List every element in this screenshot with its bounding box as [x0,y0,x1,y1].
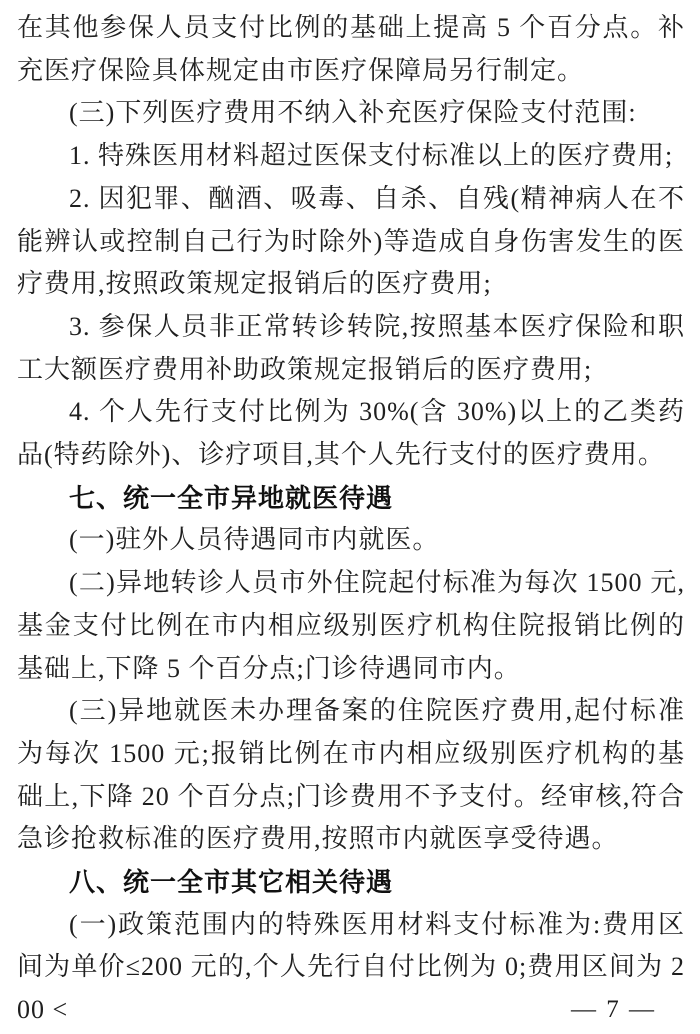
paragraph: (三)异地就医未办理备案的住院医疗费用,起付标准为每次 1500 元;报销比例在市内相应级别医疗机构的基础上,下降 20 个百分点;门诊费用不予支付。经审核,符合急诊抢救标准的医疗费用,按照市内就医享受待遇。 [17,696,685,854]
section-heading: 七、统一全市异地就医待遇 [69,482,394,513]
paragraph: (一)驻外人员待遇同市内就医。 [69,525,440,555]
paragraph: 4. 个人先行支付比例为 30%(含 30%)以上的乙类药品(特药除外)、诊疗项目,其个人先行支付的医疗费用。 [17,397,685,470]
paragraph: 2. 因犯罪、酗酒、吸毒、自杀、自残(精神病人在不能辨认或控制自己行为时除外)等造成自身伤害发生的医疗费用,按照政策规定报销后的医疗费用; [17,183,685,299]
page-number: — 7 — [571,996,656,1023]
paragraph: (三)下列医疗费用不纳入补充医疗保险支付范围: [69,98,637,128]
paragraph: 在其他参保人员支付比例的基础上提高 5 个百分点。补充医疗保险具体规定由市医疗保障局另行制定。 [17,13,685,85]
paragraph: (二)异地转诊人员市外住院起付标准为每次 1500 元,基金支付比例在市内相应级别医疗机构住院报销比例的基础上,下降 5 个百分点;门诊待遇同市内。 [17,568,685,683]
document-content [17,7,685,1032]
section-heading: 八、统一全市其它相关待遇 [69,867,394,898]
paragraph: (一)政策范围内的特殊医用材料支付标准为:费用区间为单价≤200 元的,个人先行自付比例为 0;费用区间为 200 < [17,909,685,1025]
paragraph: 3. 参保人员非正常转诊转院,按照基本医疗保险和职工大额医疗费用补助政策规定报销后的医疗费用; [17,311,685,384]
paragraph: 1. 特殊医用材料超过医保支付标准以上的医疗费用; [69,141,674,171]
